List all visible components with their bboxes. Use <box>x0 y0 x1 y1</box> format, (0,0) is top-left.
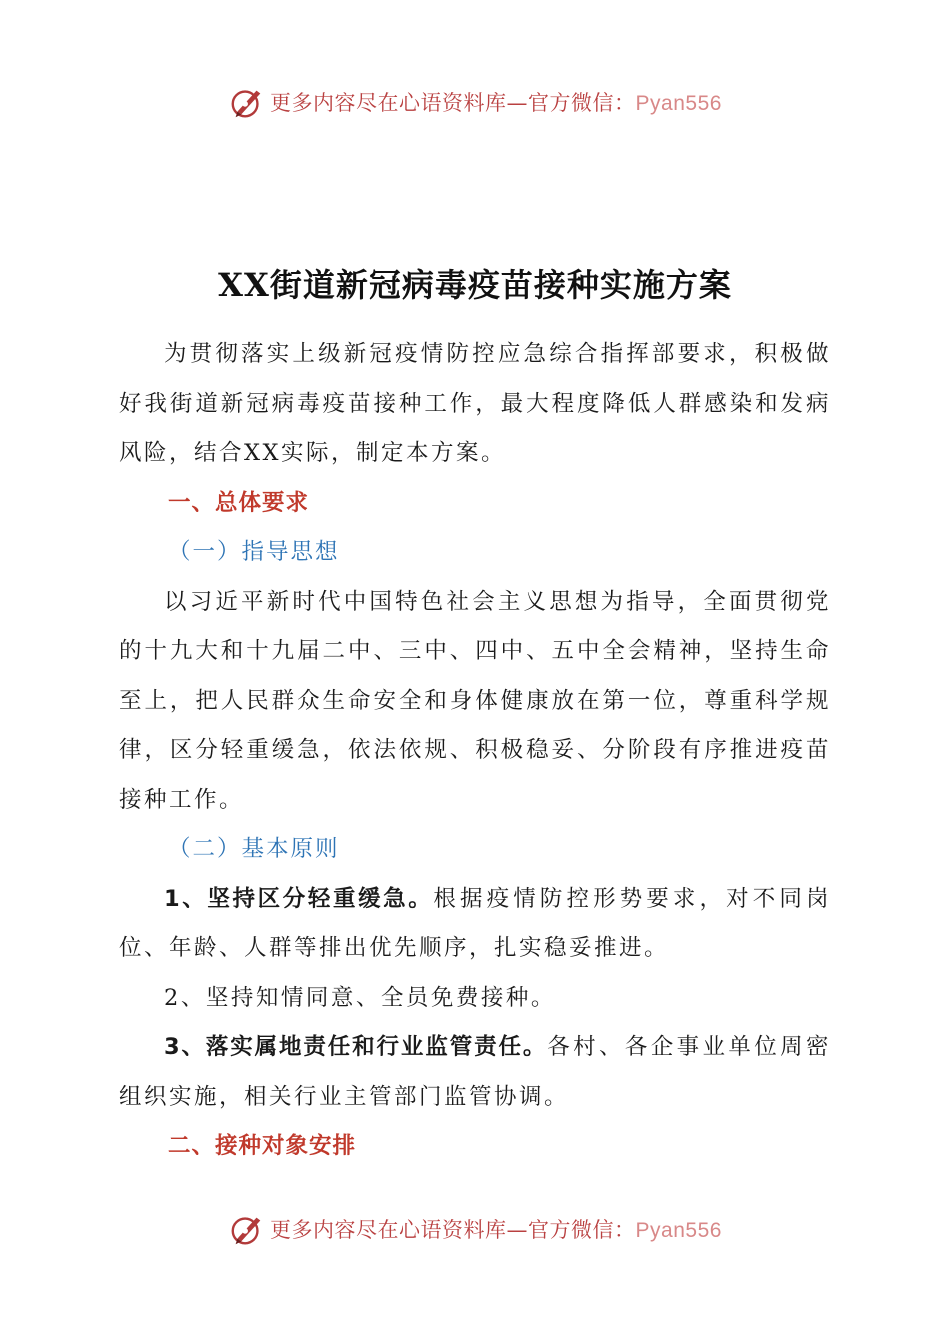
footer-banner <box>0 1207 950 1251</box>
banner-wechat-id: Pyan556 <box>635 92 722 115</box>
banner-wechat-label: 官方微信： <box>528 91 636 115</box>
banner-main-text: 更多内容尽在心语资料库— <box>270 91 529 115</box>
document-body <box>119 262 831 1172</box>
section-1-sub-1-heading: （一）指导思想 <box>168 539 340 565</box>
pen-logo-icon <box>228 1210 266 1248</box>
guiding-thought-paragraph: 以习近平新时代中国特色社会主义思想为指导，全面贯彻党的十九大和十九届二中、三中、四中、五中全会精神，坚持生命至上，把人民群众生命安全和身体健康放在第一位，尊重科学规律，区分轻重缓急，依法依规、积极稳妥、分阶段有序推进疫苗接种工作。 <box>119 588 831 813</box>
principle-3-body: 各村、各企事业单位周密组织实施，相关行业主管部门监管协调。 <box>119 1034 831 1110</box>
principle-1-paragraph <box>119 875 831 974</box>
principle-3-paragraph <box>119 1023 831 1122</box>
banner-wechat-label: 官方微信： <box>528 1218 636 1242</box>
banner-main-text: 更多内容尽在心语资料库— <box>270 1218 529 1242</box>
intro-paragraph: 为贯彻落实上级新冠疫情防控应急综合指挥部要求，积极做好我街道新冠病毒疫苗接种工作，最大程度降低人群感染和发病风险，结合XX实际，制定本方案。 <box>119 341 831 466</box>
document-title: XX街道新冠病毒疫苗接种实施方案 <box>218 266 732 304</box>
pen-logo-icon <box>228 83 266 121</box>
principle-2-paragraph: 2、坚持知情同意、全员免费接种。 <box>164 984 556 1011</box>
section-1-sub-2-heading: （二）基本原则 <box>168 836 340 862</box>
header-banner <box>0 80 950 124</box>
principle-1-lead: 1、坚持区分轻重缓急。 <box>164 885 434 912</box>
principle-3-lead: 3、落实属地责任和行业监管责任。 <box>164 1034 548 1060</box>
section-2-heading: 二、接种对象安排 <box>168 1133 357 1159</box>
section-1-heading: 一、总体要求 <box>168 489 310 516</box>
principle-1-body: 根据疫情防控形势要求，对不同岗位、年龄、人群等排出优先顺序，扎实稳妥推进。 <box>119 885 831 961</box>
banner-wechat-id: Pyan556 <box>635 1219 722 1242</box>
